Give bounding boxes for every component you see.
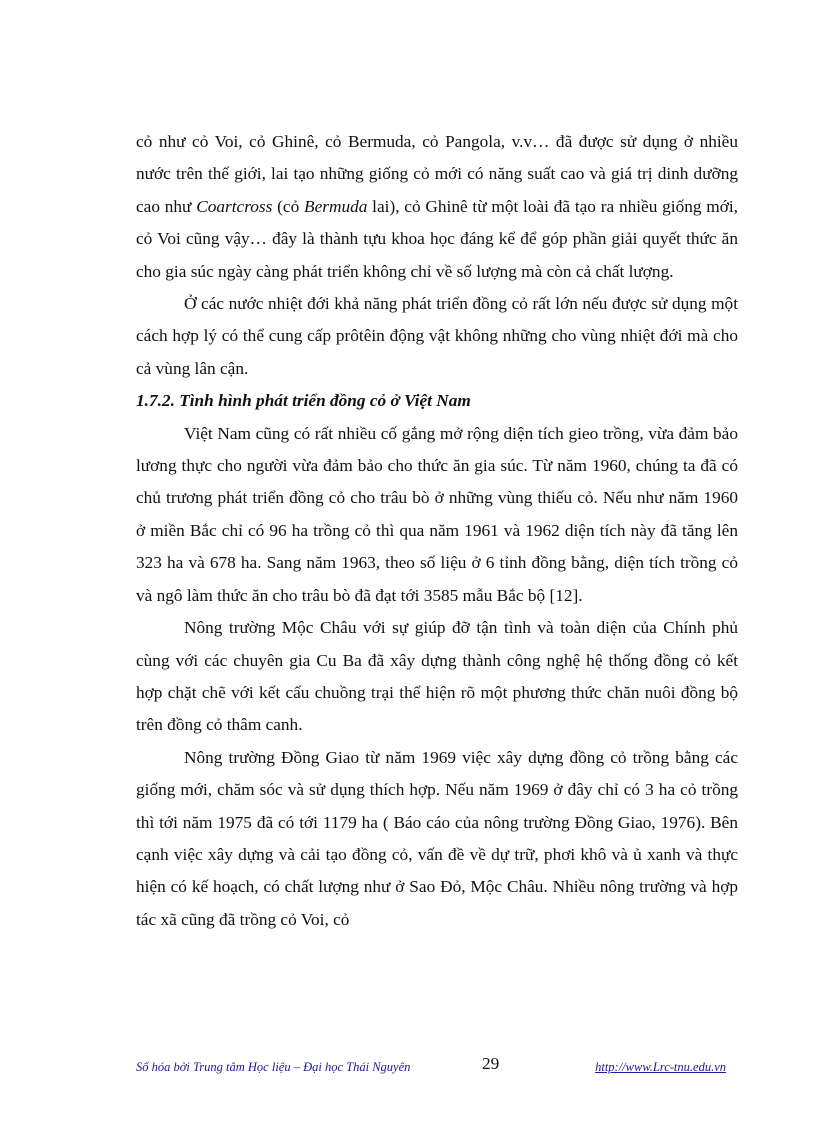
paragraph-moc-chau: Nông trường Mộc Châu với sự giúp đỡ tận tình và toàn diện của Chính phủ cùng với các chuyên gia Cu Ba đã xây dựng thành công nghệ hệ thống đồng cỏ kết hợp chặt chẽ với kết cấu chuồng trại thể hiện rõ một phương thức chăn nuôi đồng bộ trên đồng cỏ thâm canh. (136, 618, 738, 735)
page-body (136, 126, 738, 936)
footer-link[interactable]: http://www.Lrc-tnu.edu.vn (595, 1060, 726, 1074)
page-number: 29 (482, 1054, 500, 1073)
paragraph-text: (cỏ (272, 196, 305, 216)
species-name-coartcross: Coartcross (196, 196, 273, 216)
paragraph-tropical-potential: Ở các nước nhiệt đới khả năng phát triển đồng cỏ rất lớn nếu được sử dụng một cách hợp lý có thể cung cấp prôtêin động vật không những cho vùng nhiệt đới mà cho cả vùng lân cận. (136, 294, 738, 378)
paragraph-grass-varieties (136, 126, 738, 288)
paragraph-vietnam-efforts: Việt Nam cũng có rất nhiều cố gắng mở rộng diện tích gieo trồng, vừa đảm bảo lương thực cho người vừa đảm bảo cho thức ăn gia súc. Từ năm 1960, chúng ta đã có chủ trương phát triển đồng cỏ cho trâu bò ở những vùng thiếu cỏ. Nếu như năm 1960 ở miền Bắc chỉ có 96 ha trồng cỏ thì qua năm 1961 và 1962 diện tích này đã tăng lên 323 ha và 678 ha. Sang năm 1963, theo số liệu ở 6 tỉnh đồng bằng, diện tích trồng cỏ và ngô làm thức ăn cho trâu bò đã đạt tới 3585 mẫu Bắc bộ [12]. (136, 423, 738, 605)
page-footer (136, 1054, 738, 1082)
paragraph-text: lai), cỏ Ghinê từ một loài đã tạo ra nhiều giống mới, cỏ Voi cũng vậy… đây là thành tựu khoa học đáng kể để góp phần giải quyết thức ăn cho gia súc ngày càng phát triển không chỉ về số lượng mà còn cả chất lượng. (136, 196, 738, 281)
paragraph-dong-giao: Nông trường Đồng Giao từ năm 1969 việc xây dựng đồng cỏ trồng bằng các giống mới, chăm sóc và sử dụng thích hợp. Nếu năm 1969 ở đây chỉ có 3 ha cỏ trồng thì tới năm 1975 đã có tới 1179 ha ( Báo cáo của nông trường Đồng Giao, 1976). Bên cạnh việc xây dựng và cải tạo đồng cỏ, vấn đề về dự trữ, phơi khô và ủ xanh và thực hiện có kế hoạch, có chất lượng như ở Sao Đỏ, Mộc Châu. Nhiều nông trường và hợp tác xã cũng đã trồng cỏ Voi, cỏ (136, 747, 738, 929)
paragraph-text: cỏ như cỏ Voi, cỏ Ghinê, cỏ Bermuda, cỏ Pangola, v.v… đã được sử dụng ở nhiều nước trên thế giới, lai tạo những giống cỏ mới có năng suất cao và giá trị dinh dưỡng cao như (136, 132, 738, 216)
footer-credit: Số hóa bởi Trung tâm Học liệu – Đại học Thái Nguyên (136, 1060, 411, 1074)
section-heading: 1.7.2. Tình hình phát triển đồng cỏ ở Việt Nam (136, 391, 471, 411)
species-name-bermuda: Bermuda (304, 196, 368, 216)
